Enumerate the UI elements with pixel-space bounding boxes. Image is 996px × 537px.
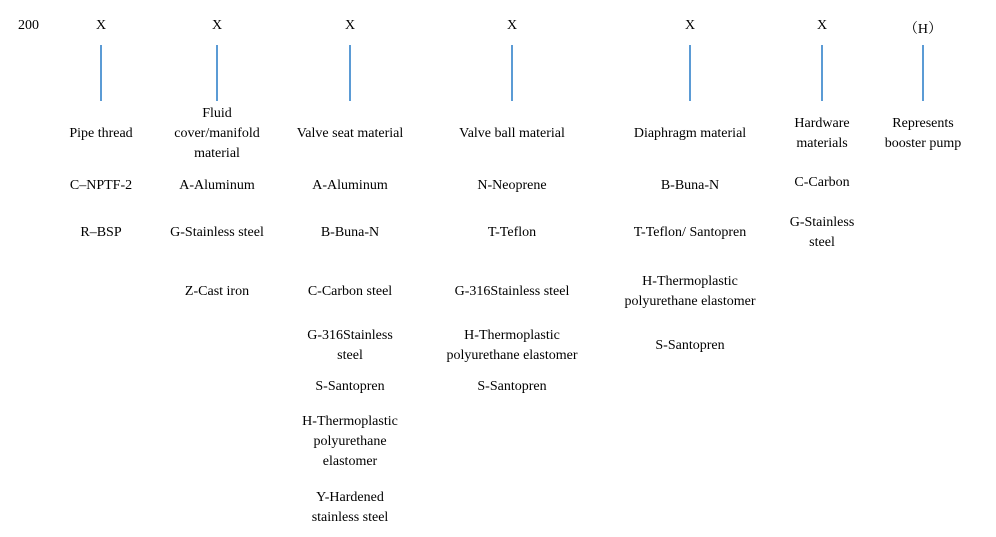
option-item xyxy=(794,173,849,193)
option-item xyxy=(308,282,392,302)
option-line: steel xyxy=(809,235,835,250)
option-item xyxy=(634,223,746,243)
connector-line xyxy=(100,45,102,101)
code-position-letter: （H） xyxy=(903,22,943,37)
option-line: H-Thermoplastic xyxy=(642,274,738,289)
option-line: S-Santopren xyxy=(655,338,725,353)
connector-line xyxy=(511,45,513,101)
option-item xyxy=(80,223,121,243)
column-heading xyxy=(297,124,404,144)
option-item xyxy=(624,272,755,312)
option-item xyxy=(477,176,546,196)
option-line: Y-Hardened xyxy=(316,490,384,505)
option-line: N-Neoprene xyxy=(477,178,547,193)
heading-line: Fluid xyxy=(202,106,232,121)
option-line: A-Aluminum xyxy=(179,178,255,193)
option-item xyxy=(312,176,387,196)
column-heading xyxy=(885,114,962,154)
heading-line: Diaphragm material xyxy=(633,126,747,141)
option-item xyxy=(307,326,393,366)
column-heading xyxy=(69,124,132,144)
connector-line xyxy=(216,45,218,101)
option-line: H-Thermoplastic xyxy=(302,414,398,429)
code-position-letter: X xyxy=(95,18,107,33)
option-line: polyurethane xyxy=(313,434,387,449)
option-line: G-316Stainless steel xyxy=(454,284,570,299)
connector-line xyxy=(922,45,924,101)
option-line: elastomer xyxy=(322,454,378,469)
code-position-letter: X xyxy=(684,18,696,33)
option-item xyxy=(312,488,389,528)
heading-line: booster pump xyxy=(884,136,962,151)
heading-line: Hardware xyxy=(794,116,850,131)
option-item xyxy=(661,176,719,196)
option-line: A-Aluminum xyxy=(312,178,388,193)
option-line: G-316Stainless xyxy=(307,328,393,343)
option-line: polyurethane elastomer xyxy=(446,348,578,363)
option-item xyxy=(446,326,577,366)
column-heading xyxy=(459,124,565,144)
heading-line: Valve ball material xyxy=(459,126,565,141)
option-line: C-Carbon steel xyxy=(307,284,393,299)
option-line: S-Santopren xyxy=(315,379,385,394)
heading-line: Valve seat material xyxy=(296,126,404,141)
option-line: B-Buna-N xyxy=(660,178,720,193)
option-item xyxy=(488,223,536,243)
code-position-letter: X xyxy=(344,18,356,33)
heading-line: Represents xyxy=(892,116,954,131)
heading-line: Pipe thread xyxy=(69,126,133,141)
option-line: T-Teflon/ Santopren xyxy=(633,225,747,240)
heading-line: cover/manifold xyxy=(174,126,260,141)
option-item xyxy=(315,377,384,397)
connector-line xyxy=(689,45,691,101)
option-line: Z-Cast iron xyxy=(184,284,250,299)
option-item xyxy=(477,377,546,397)
option-item xyxy=(70,176,132,196)
option-item xyxy=(185,282,249,302)
option-line: polyurethane elastomer xyxy=(624,294,756,309)
code-position-letter: X xyxy=(211,18,223,33)
option-line: C-Carbon xyxy=(794,175,850,190)
heading-line: materials xyxy=(796,136,848,151)
heading-line: material xyxy=(194,146,240,161)
option-line: steel xyxy=(337,348,363,363)
option-item xyxy=(655,336,724,356)
option-line: B-Buna-N xyxy=(320,225,380,240)
option-line: stainless steel xyxy=(311,510,389,525)
column-heading xyxy=(634,124,746,144)
option-item xyxy=(179,176,254,196)
option-line: C–NPTF-2 xyxy=(69,178,133,193)
option-item xyxy=(455,282,570,302)
option-line: H-Thermoplastic xyxy=(464,328,560,343)
option-line: G-Stainless xyxy=(789,215,855,230)
connector-line xyxy=(821,45,823,101)
column-heading xyxy=(174,104,260,164)
option-line: S-Santopren xyxy=(477,379,547,394)
option-item xyxy=(321,223,379,243)
model-code: 200 xyxy=(18,18,39,33)
option-item xyxy=(790,213,855,253)
column-heading xyxy=(794,114,849,154)
connector-line xyxy=(349,45,351,101)
code-position-letter: X xyxy=(816,18,828,33)
option-item xyxy=(302,412,398,472)
code-position-letter: X xyxy=(506,18,518,33)
option-line: G-Stainless steel xyxy=(170,225,264,240)
option-line: T-Teflon xyxy=(487,225,537,240)
option-item xyxy=(170,223,264,243)
option-line: R–BSP xyxy=(80,225,122,240)
